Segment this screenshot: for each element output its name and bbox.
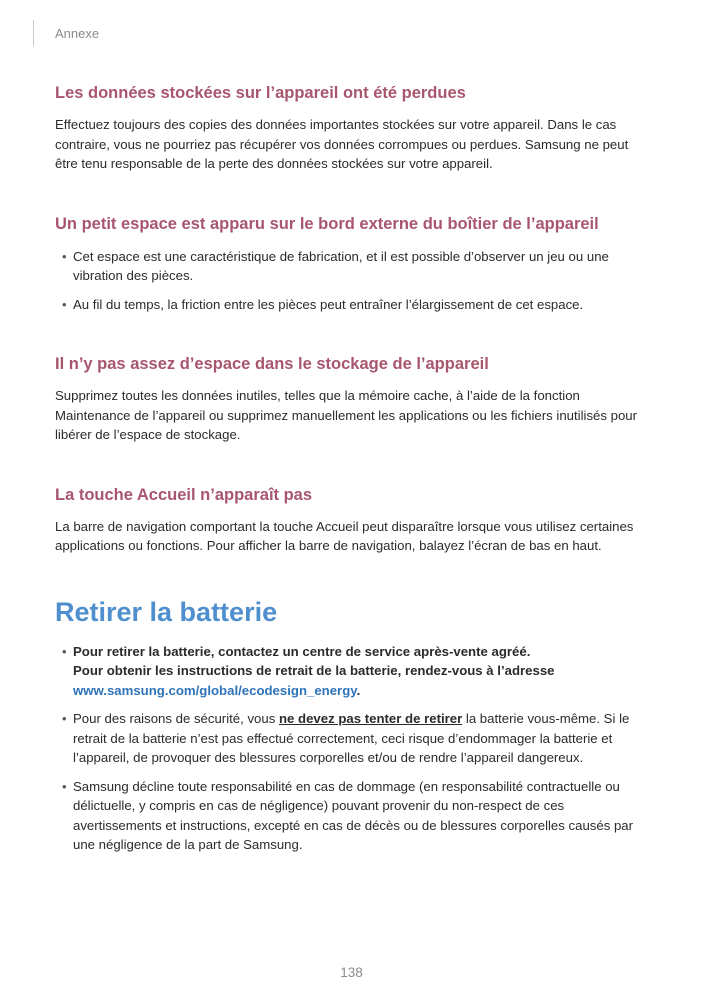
warning-emphasis: ne devez pas tenter de retirer [278, 711, 463, 726]
header-divider [33, 20, 34, 46]
bullet-text: Cet espace est une caractéristique de fabrication, et il est possible d’observer un jeu ou une vibration des pièces. [73, 248, 609, 283]
bold-sentence: Pour obtenir les instructions de retrait de la batterie, rendez-vous à l’adresse [73, 663, 555, 678]
section-heading-stockage: Il n’y pas assez d’espace dans le stockage de l’appareil [55, 355, 489, 373]
section-heading-donnees-perdues: Les données stockées sur l’appareil ont été perdues [55, 84, 466, 102]
bullet-icon: • [62, 778, 67, 794]
section-heading-touche-accueil: La touche Accueil n’apparaît pas [55, 485, 313, 504]
section-paragraph: Effectuez toujours des copies des données importantes stockées sur votre appareil. Dans le cas contraire, vous ne pourriez pas récupérer vos données corrompues ou perdues. Samsung ne peut être tenu responsable de la perte des données stockées sur votre appareil. [55, 117, 629, 171]
section-paragraph: La barre de navigation comportant la touche Accueil peut disparaître lorsque vous utilisez certaines applications ou fonctions. Pour afficher la barre de navigation, balayez l’écran de bas en haut. [55, 518, 634, 553]
ecodesign-energy-link[interactable]: www.samsung.com/global/ecodesign_energy [73, 682, 357, 698]
section-paragraph: Supprimez toutes les données inutiles, telles que la mémoire cache, à l’aide de la fonction Maintenance de l’appareil ou supprimez manuellement les applications ou les fichiers inutilisés pour libérer de l’espace de stockage. [55, 388, 638, 442]
text-segment: Pour des raisons de sécurité, vous [73, 711, 279, 726]
bullet-text [73, 642, 653, 701]
bullet-text: Samsung décline toute responsabilité en cas de dommage (en responsabilité contractuelle ou délictuelle, y compris en cas de négligence) pouvant provenir du non-respect de ces avertissements et instructions, excepté en cas de décès ou de blessures corporelles causés par une négligence de la part de Samsung. [73, 778, 634, 852]
chapter-bullet-list [55, 642, 653, 855]
chapter-title-retirer-batterie: Retirer la batterie [55, 596, 278, 627]
text-segment: la batterie vous-même. Si le retrait de la batterie n’est pas effectué correctement, ceci risque d’endommager la batterie et l’appareil, de provoquer des blessures corporelles et/ou de rendre l’appareil dangereux. [73, 711, 630, 765]
bullet-icon: • [62, 711, 67, 726]
section-heading-petit-espace: Un petit espace est apparu sur le bord externe du boîtier de l’appareil [55, 214, 599, 233]
list-item [55, 642, 653, 701]
bullet-icon: • [62, 296, 67, 312]
bold-sentence: Pour retirer la batterie, contactez un centre de service après-vente agréé. [73, 643, 531, 659]
sentence-period: . [356, 682, 361, 698]
bullet-icon: • [62, 643, 67, 659]
list-item [55, 247, 653, 286]
page-number: 138 [340, 965, 363, 980]
list-item [55, 295, 653, 315]
running-header: Annexe [55, 26, 100, 41]
bullet-text: Au fil du temps, la friction entre les pièces peut entraîner l’élargissement de cet espace. [73, 296, 584, 312]
bullet-text [73, 709, 653, 768]
list-item [55, 709, 653, 768]
bullet-list [55, 247, 653, 315]
list-item [55, 777, 653, 855]
bullet-icon: • [62, 248, 67, 264]
